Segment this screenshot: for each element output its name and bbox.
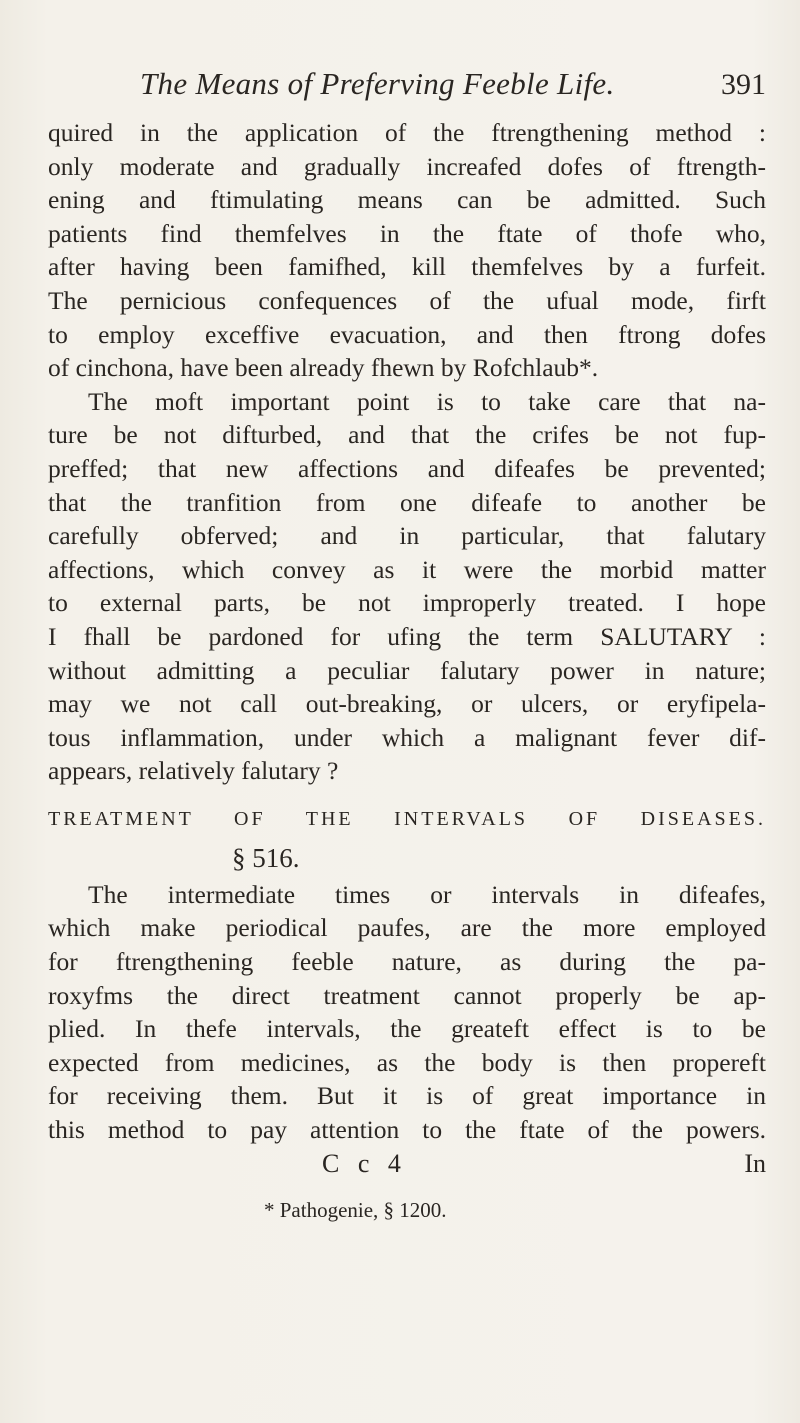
text-line: of cinchona, have been already fhewn by Rofchlaub*. <box>48 353 599 383</box>
text-line: this method to pay attention to the ftate of the powers. <box>48 1115 766 1145</box>
text-line: ening and ftimulating means can be admitted. Such <box>48 185 766 215</box>
text-line: expected from medicines, as the body is then propereft <box>48 1047 766 1077</box>
text-line: after having been famifhed, kill themfelves by a furfeit. <box>48 252 766 282</box>
paragraph-1 <box>48 116 766 385</box>
paragraph-3 <box>48 878 766 1147</box>
text-line: affections, which convey as it were the morbid matter <box>48 554 766 584</box>
page-number: 391 <box>721 68 766 101</box>
text-line: quired in the application of the ftrengthening method : <box>48 118 766 147</box>
text-line: for ftrengthening feeble nature, as during the pa- <box>48 947 766 977</box>
text-line: to employ exceffive evacuation, and then ftrong dofes <box>48 319 766 349</box>
signature-mark: C c 4 <box>322 1148 407 1178</box>
text-line: which make periodical paufes, are the more employed <box>48 913 766 943</box>
text-line: roxyfms the direct treatment cannot properly be ap- <box>48 980 766 1010</box>
text-line: appears, relatively falutary ? <box>48 756 339 786</box>
text-line: only moderate and gradually increafed dofes of ftrength- <box>48 151 766 181</box>
text-line: I fhall be pardoned for ufing the term SALUTARY : <box>48 621 766 651</box>
text-line: patients find themfelves in the ftate of thofe who, <box>48 218 766 248</box>
page-footer <box>48 1149 766 1185</box>
catchword: In <box>744 1148 766 1178</box>
footnote: * Pathogenie, § 1200. <box>264 1197 447 1222</box>
text-line: may we not call out-breaking, or ulcers, or eryfipela- <box>48 689 766 719</box>
text-line: The pernicious confequences of the ufual mode, firft <box>48 285 766 315</box>
text-line: to external parts, be not improperly treated. I hope <box>48 588 766 618</box>
text-line: without admitting a peculiar falutary power in nature; <box>48 655 766 685</box>
section-heading: TREATMENT OF THE INTERVALS OF DISEASES. <box>48 807 766 830</box>
text-line: plied. In thefe intervals, the greateft effect is to be <box>48 1014 766 1044</box>
page-header <box>48 66 766 106</box>
text-line: tous inflammation, under which a malignant fever dif- <box>48 722 766 752</box>
section-number: § 516. <box>232 842 300 873</box>
running-head: The Means of Preferving Feeble Life. <box>140 66 615 101</box>
text-line: carefully obferved; and in particular, that falutary <box>48 521 766 551</box>
paragraph-2 <box>48 385 766 788</box>
page-body <box>48 116 766 1225</box>
text-line: ture be not difturbed, and that the crifes be not fup- <box>48 420 766 450</box>
text-line: The moft important point is to take care that na- <box>88 386 766 416</box>
text-line: The intermediate times or intervals in difeafes, <box>88 879 766 909</box>
text-line: preffed; that new affections and difeafes be prevented; <box>48 453 766 483</box>
text-line: that the tranfition from one difeafe to another be <box>48 487 766 517</box>
text-line: for receiving them. But it is of great importance in <box>48 1081 766 1111</box>
